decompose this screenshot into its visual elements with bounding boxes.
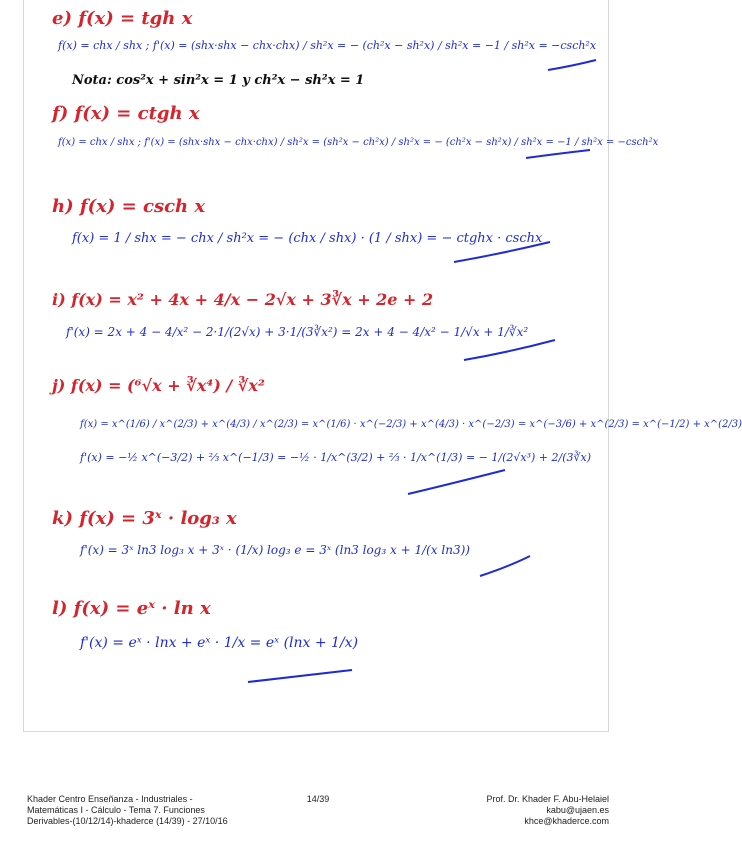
section-l-title: l) f(x) = eˣ · ln x (52, 598, 211, 619)
section-i-title: i) f(x) = x² + 4x + 4/x − 2√x + 3∛x + 2e + 2 (52, 290, 434, 309)
footer-right (486, 794, 609, 827)
section-l-line1: f'(x) = eˣ · lnx + eˣ · 1/x = eˣ (lnx + 1/x) (80, 635, 359, 651)
footer-doc-id: Derivables-(10/12/14)-khaderce (14/39) - 27/10/16 (27, 816, 228, 826)
section-e-title: e) f(x) = tgh x (52, 8, 193, 29)
footer-email-1: kabu@ujaen.es (546, 805, 609, 815)
section-j-line2: f'(x) = −½ x^(−3/2) + ⅔ x^(−1/3) = −½ · 1/x^(3/2) + ⅔ · 1/x^(1/3) = − 1/(2√x³) + 2/(3∛x) (80, 451, 591, 464)
footer-author: Prof. Dr. Khader F. Abu-Helaiel (486, 794, 609, 804)
section-i-line1: f'(x) = 2x + 4 − 4/x² − 2·1/(2√x) + 3·1/(3∛x²) = 2x + 4 − 4/x² − 1/√x + 1/∛x² (66, 325, 529, 339)
footer-subject: Matemáticas I - Cálculo - Tema 7. Funciones (27, 805, 205, 815)
section-j-line1: f(x) = x^(1/6) / x^(2/3) + x^(4/3) / x^(2/3) = x^(1/6) · x^(−2/3) + x^(4/3) · x^(−2/3) = x^(−3/6) + x^(2/3) = x^(−1/2) + x^(2/3) (80, 419, 742, 430)
section-h-title: h) f(x) = csch x (52, 196, 206, 217)
section-f-line1: f(x) = chx / shx ; f'(x) = (shx·shx − chx·chx) / sh²x = (sh²x − ch²x) / sh²x = − (ch²x − sh²x) / sh²x = −1 / sh²x = −csch²x (58, 137, 659, 148)
section-e-line1: f(x) = chx / shx ; f'(x) = (shx·shx − chx·chx) / sh²x = − (ch²x − sh²x) / sh²x = −1 / sh²x = −csch²x (58, 39, 597, 52)
section-j-title: j) f(x) = (⁶√x + ∛x⁴) / ∛x² (52, 376, 265, 395)
section-h-line1: f(x) = 1 / shx = − chx / sh²x = − (chx / shx) · (1 / shx) = − ctghx · cschx (72, 231, 543, 246)
footer-email-2: khce@khaderce.com (524, 816, 609, 826)
section-k-title: k) f(x) = 3ˣ · log₃ x (52, 508, 237, 529)
page-number: 14/39 (306, 794, 330, 804)
footer-left (27, 794, 228, 827)
section-f-title: f) f(x) = ctgh x (52, 103, 200, 124)
section-e-note: Nota: cos²x + sin²x = 1 y ch²x − sh²x = 1 (72, 73, 365, 88)
section-k-line1: f'(x) = 3ˣ ln3 log₃ x + 3ˣ · (1/x) log₃ e = 3ˣ (ln3 log₃ x + 1/(x ln3)) (80, 543, 470, 557)
footer-course: Khader Centro Enseñanza - Industriales - (27, 794, 193, 804)
